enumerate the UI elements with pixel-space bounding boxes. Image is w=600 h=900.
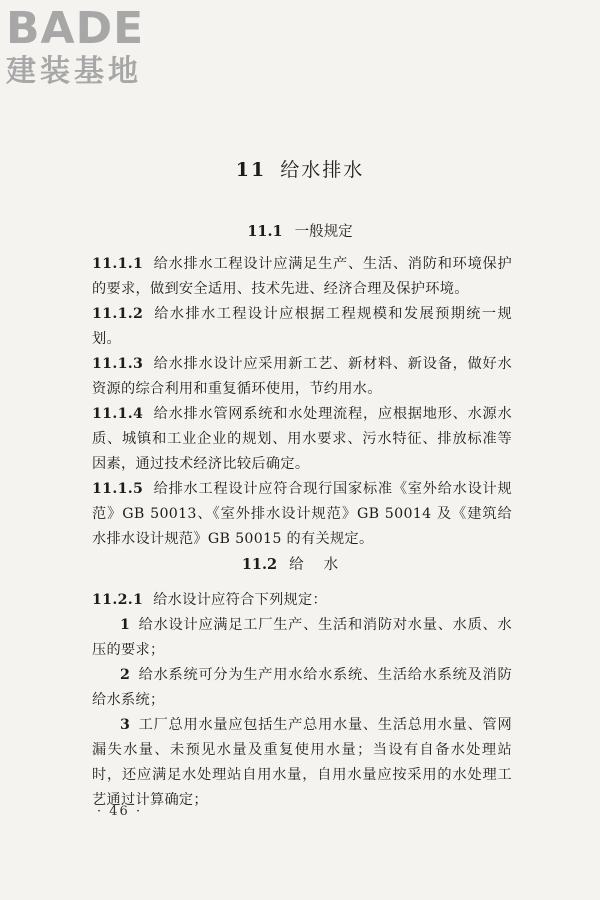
section-heading-11-1 xyxy=(0,220,600,241)
logo-wordmark: BADE xyxy=(6,3,145,54)
list-item-3 xyxy=(92,713,512,813)
chapter-title: 给水排水 xyxy=(280,159,365,181)
item-text: 工厂总用水量应包括生产总用水量、生活总用水量、管网漏失水量、未预见水量及重复使用水量；当设有自备水处理站时，还应满足水处理站自用水量，自用水量应按采用的水处理工艺通过计算确定； xyxy=(92,717,512,808)
clause-number: 11.1.5 xyxy=(92,481,144,497)
list-item-2 xyxy=(92,663,512,713)
item-number: 2 xyxy=(120,667,131,683)
clause-11-2-1 xyxy=(92,588,512,613)
clause-number: 11.2.1 xyxy=(92,592,144,608)
clause-text: 给水排水工程设计应满足生产、生活、消防和环境保护的要求，做到安全适用、技术先进、经济合理及保护环境。 xyxy=(92,256,512,297)
clause-number: 11.1.2 xyxy=(92,306,144,322)
logo-subtitle: 建装基地 xyxy=(6,54,142,89)
watermark-logo xyxy=(6,4,176,94)
clause-number: 11.1.3 xyxy=(92,356,144,372)
chapter-number: 11 xyxy=(235,159,267,181)
section-title: 一般规定 xyxy=(294,224,353,240)
clause-11-1-1 xyxy=(92,252,512,302)
page-number: · 46 · xyxy=(97,804,143,819)
section-number: 11.1 xyxy=(247,223,283,240)
item-number: 3 xyxy=(120,717,131,733)
clause-number: 11.1.4 xyxy=(92,406,144,422)
section-heading-11-2 xyxy=(0,553,600,574)
clause-text: 给排水工程设计应符合现行国家标准《室外给水设计规范》GB 50013、《室外排水设计规范》GB 50014 及《建筑给水排水设计规范》GB 50015 的有关规定。 xyxy=(92,481,512,547)
clause-text: 给水排水设计应采用新工艺、新材料、新设备，做好水资源的综合利用和重复循环使用，节约用水。 xyxy=(92,356,512,397)
clause-number: 11.1.1 xyxy=(92,256,144,272)
item-text: 给水系统可分为生产用水给水系统、生活给水系统及消防给水系统； xyxy=(92,667,512,708)
chapter-heading xyxy=(0,155,600,182)
clause-11-1-3 xyxy=(92,352,512,402)
list-item-1 xyxy=(92,613,512,663)
clause-11-1-5 xyxy=(92,477,512,552)
clause-text: 给水排水管网系统和水处理流程，应根据地形、水源水质、城镇和工业企业的规划、用水要求、污水特征、排放标准等因素，通过技术经济比较后确定。 xyxy=(92,406,512,472)
clause-11-1-4 xyxy=(92,402,512,477)
clause-text: 给水排水工程设计应根据工程规模和发展预期统一规划。 xyxy=(92,306,512,347)
clause-text: 给水设计应符合下列规定： xyxy=(153,592,328,608)
item-number: 1 xyxy=(120,617,131,633)
section-number: 11.2 xyxy=(241,556,278,573)
section-title: 给水 xyxy=(289,557,359,573)
clause-11-1-2 xyxy=(92,302,512,352)
item-text: 给水设计应满足工厂生产、生活和消防对水量、水质、水压的要求； xyxy=(92,617,512,658)
